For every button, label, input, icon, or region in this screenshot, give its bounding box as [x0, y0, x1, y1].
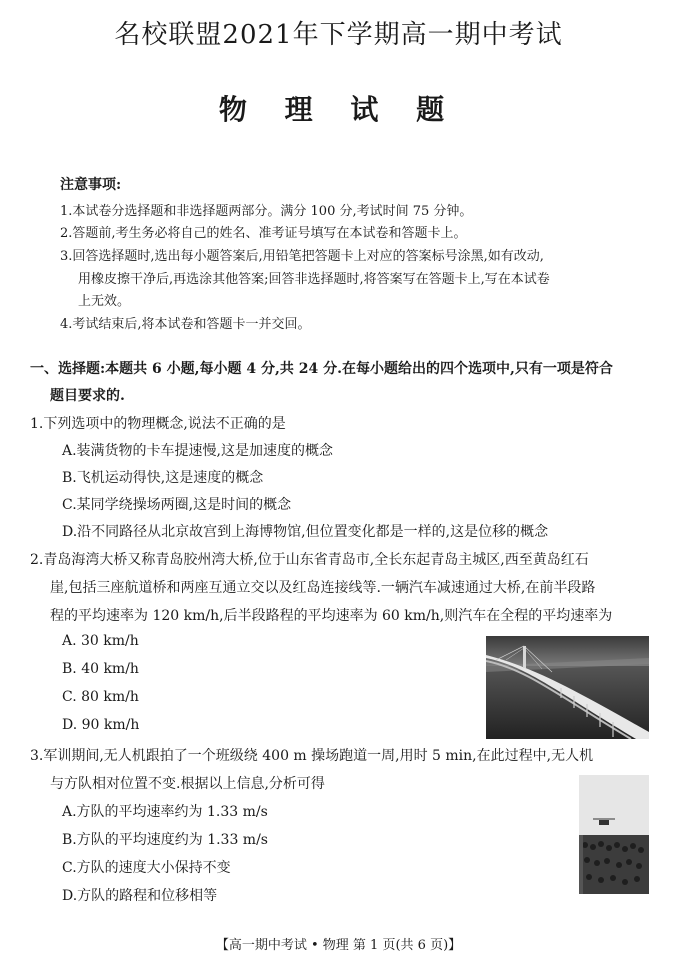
- question-1-option-b: B.飞机运动得快,这是速度的概念: [62, 470, 264, 486]
- question-1-option-d: D.沿不同路径从北京故宫到上海博物馆,但位置变化都是一样的,这是位移的概念: [62, 524, 549, 540]
- question-2-stem: 程的平均速率为 120 km/h,后半段路程的平均速率为 60 km/h,则汽车在全程的平均速率为: [50, 608, 613, 624]
- question-3-option-c: C.方队的速度大小保持不变: [62, 860, 231, 876]
- note-line: 3.回答选择题时,选出每小题答案后,用铅笔把答题卡上对应的答案标号涂黑,如有改动,: [60, 249, 544, 264]
- note-line: 4.考试结束后,将本试卷和答题卡一并交回。: [60, 317, 311, 332]
- question-2-option-b: B. 40 km/h: [62, 661, 139, 677]
- drone-photo: [579, 775, 649, 894]
- notes-heading: 注意事项:: [60, 177, 122, 193]
- note-line: 上无效。: [78, 294, 131, 309]
- question-3-option-b: B.方队的平均速度约为 1.33 m/s: [62, 832, 268, 848]
- page-footer: 【高一期中考试 • 物理 第 1 页(共 6 页)】: [215, 938, 462, 953]
- question-2-option-a: A. 30 km/h: [62, 633, 139, 649]
- note-line: 2.答题前,考生务必将自己的姓名、准考证号填写在本试卷和答题卡上。: [60, 226, 467, 241]
- note-line: 1.本试卷分选择题和非选择题两部分。满分 100 分,考试时间 75 分钟。: [60, 204, 473, 219]
- question-1-option-c: C.某同学绕操场两圈,这是时间的概念: [62, 497, 292, 513]
- question-1-option-a: A.装满货物的卡车提速慢,这是加速度的概念: [62, 443, 334, 459]
- subject-title: 物 理 试 题: [218, 93, 459, 126]
- bridge-photo: [486, 636, 649, 739]
- question-1-stem: 1.下列选项中的物理概念,说法不正确的是: [30, 416, 286, 432]
- question-3-option-d: D.方队的路程和位移相等: [62, 888, 218, 904]
- exam-title: 名校联盟2021年下学期高一期中考试: [114, 20, 563, 50]
- question-3-option-a: A.方队的平均速率约为 1.33 m/s: [62, 804, 268, 820]
- question-3-stem: 3.军训期间,无人机跟拍了一个班级绕 400 m 操场跑道一周,用时 5 min,在此过程中,无人机: [30, 748, 594, 764]
- note-line: 用橡皮擦干净后,再选涂其他答案;回答非选择题时,将答案写在答题卡上,写在本试卷: [78, 272, 550, 287]
- question-2-option-c: C. 80 km/h: [62, 689, 139, 705]
- question-3-stem: 与方队相对位置不变.根据以上信息,分析可得: [50, 776, 325, 792]
- question-2-option-d: D. 90 km/h: [62, 717, 140, 733]
- section-heading-cont: 题目要求的.: [50, 388, 125, 404]
- question-2-stem: 崖,包括三座航道桥和两座互通立交以及红岛连接线等.一辆汽车减速通过大桥,在前半段路: [50, 580, 596, 596]
- section-heading: 一、选择题:本题共 6 小题,每小题 4 分,共 24 分.在每小题给出的四个选项中,只有一项是符合: [30, 361, 613, 377]
- question-2-stem: 2.青岛海湾大桥又称青岛胶州湾大桥,位于山东省青岛市,全长东起青岛主城区,西至黄岛红石: [30, 552, 589, 568]
